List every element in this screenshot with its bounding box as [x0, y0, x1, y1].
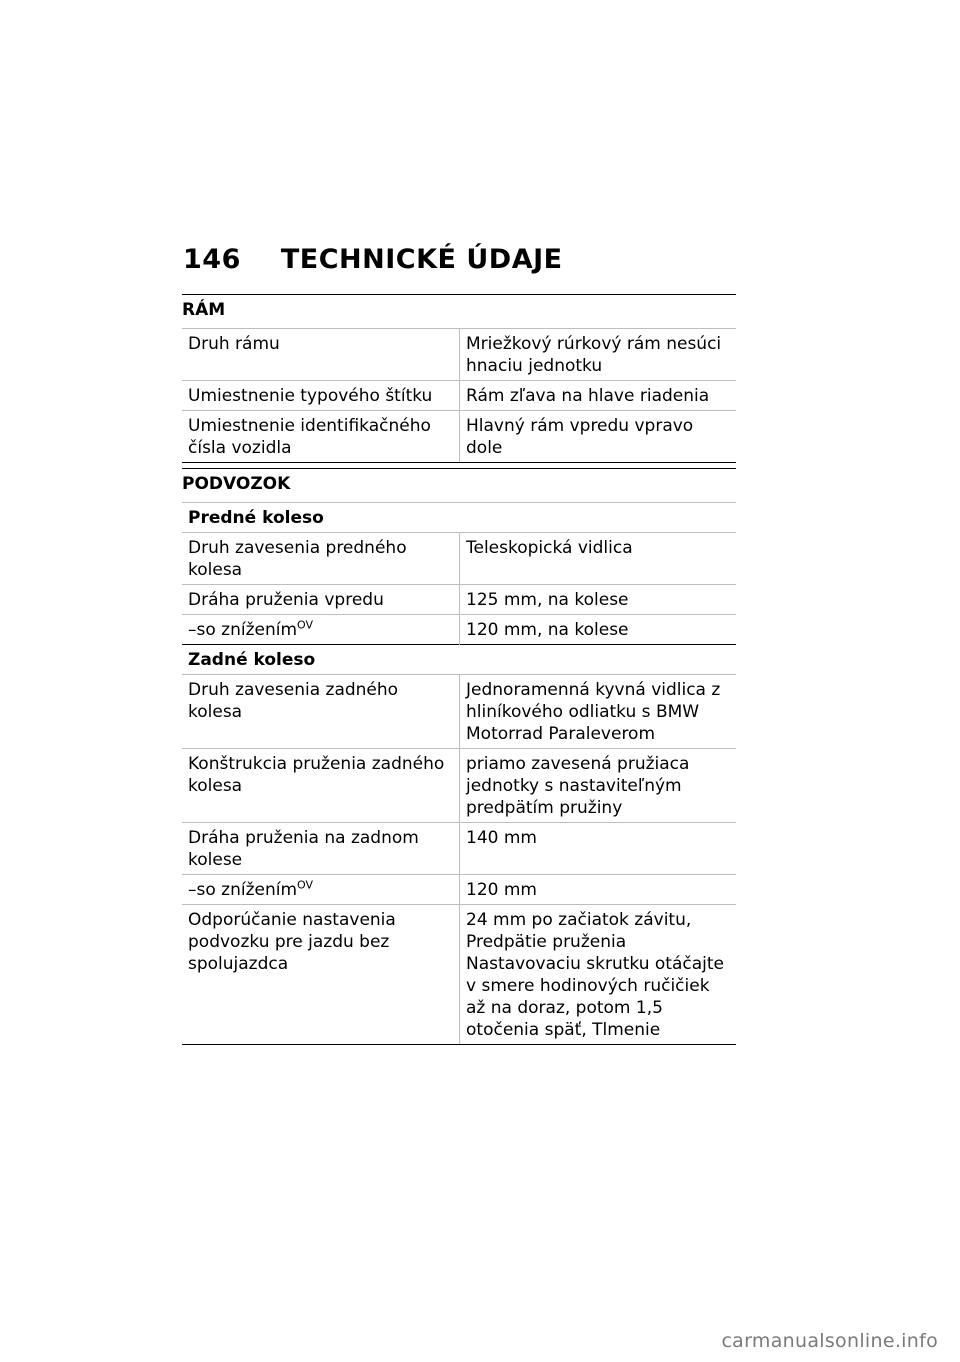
watermark: carmanualsonline.info [721, 1330, 938, 1352]
section-rule [182, 294, 736, 295]
row-label [182, 875, 460, 905]
table-row [182, 329, 736, 381]
subheading-row [182, 503, 736, 533]
label-text: –so znížením [188, 620, 298, 640]
row-label: Umiestnenie identifikačného čísla vozidla [182, 411, 460, 463]
frame-table [182, 328, 736, 463]
row-value: Teleskopická vidlica [460, 533, 737, 585]
row-label: Odporúčanie nastavenia podvozku pre jazdu bez spolujazdca [182, 905, 460, 1045]
table-row [182, 823, 736, 875]
table-row [182, 381, 736, 411]
table-row [182, 675, 736, 749]
row-value: 120 mm [460, 875, 737, 905]
row-label: Druh zavesenia zadného kolesa [182, 675, 460, 749]
row-label: Dráha pruženia na zadnom kolese [182, 823, 460, 875]
chassis-table [182, 502, 736, 1045]
row-label: Konštrukcia pruženia zadného kolesa [182, 749, 460, 823]
row-value: Hlavný rám vpredu vpravo dole [460, 411, 737, 463]
row-value: Jednoramenná kyvná vidlica z hliníkového odliatku s BMW Motorrad Paraleverom [460, 675, 737, 749]
table-row [182, 411, 736, 463]
row-value: 24 mm po začiatok závitu, Predpätie pruženia Nastavovaciu skrutku otáčajte v smere hodinových ručičiek až na doraz, potom 1,5 otočenia späť, Tlmenie [460, 905, 737, 1045]
row-value: 140 mm [460, 823, 737, 875]
row-value: 120 mm, na kolese [460, 615, 737, 645]
row-value: 125 mm, na kolese [460, 585, 737, 615]
row-label: Umiestnenie typového štítku [182, 381, 460, 411]
row-value: Rám zľava na hlave riadenia [460, 381, 737, 411]
row-label: Druh zavesenia predného kolesa [182, 533, 460, 585]
section-title-frame: RÁM [182, 300, 226, 320]
row-value: priamo zavesená pružiaca jednotky s nastaviteľným predpätím pružiny [460, 749, 737, 823]
row-label: Dráha pruženia vpredu [182, 585, 460, 615]
table-row [182, 905, 736, 1045]
page-title: TECHNICKÉ ÚDAJE [280, 244, 563, 275]
option-marker: OV [297, 878, 314, 892]
page-number: 146 [183, 244, 241, 275]
subheading-rear-wheel: Zadné koleso [182, 645, 736, 675]
option-marker: OV [297, 618, 314, 632]
table-row [182, 585, 736, 615]
page-header [183, 244, 743, 275]
table-row [182, 875, 736, 905]
table-row [182, 533, 736, 585]
subheading-front-wheel: Predné koleso [182, 503, 736, 533]
section-title-chassis: PODVOZOK [182, 474, 291, 494]
subheading-row [182, 645, 736, 675]
row-label: Druh rámu [182, 329, 460, 381]
section-rule [182, 468, 736, 469]
table-row [182, 615, 736, 645]
row-value: Mriežkový rúrkový rám nesúci hnaciu jednotku [460, 329, 737, 381]
row-label [182, 615, 460, 645]
table-row [182, 749, 736, 823]
label-text: –so znížením [188, 880, 298, 900]
